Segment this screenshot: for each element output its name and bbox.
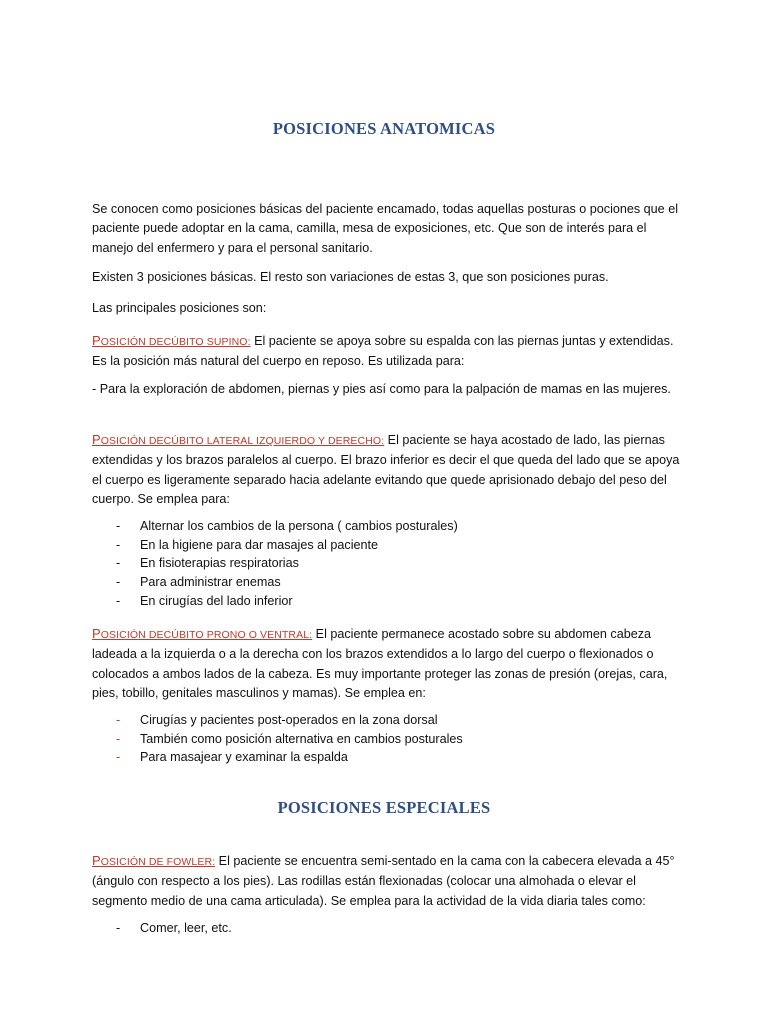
list-item-text: En la higiene para dar masajes al paciente [140, 537, 379, 552]
supine-label [92, 333, 251, 348]
prone-text: El paciente permanece acostado sobre su abdomen cabeza ladeada a la izquierda o a la derecha con los brazos extendidos a lo largo del cuerpo o flexionados o colocados a ambos lados de la cabeza. Es muy importante proteger las zonas de presión (orejas, cara, pies, tobillo, genitales masculinos y mamas). Se emplea en: [92, 627, 668, 700]
section-title-special: POSICIONES ESPECIALES [277, 798, 491, 817]
intro-paragraph: Se conocen como posiciones básicas del paciente encamado, todas aquellas posturas o pociones que el paciente puede adoptar en la cama, camilla, mesa de exposiciones, etc. Que son de interés para el manejo del enfermero y para el personal sanitario. [92, 202, 678, 255]
fowler-paragraph [92, 851, 682, 911]
supine-use-paragraph: - Para la exploración de abdomen, piernas y pies así como para la palpación de mamas en las mujeres. [92, 382, 671, 396]
prone-label-initial: P [92, 626, 101, 641]
fowler-uses-list [92, 919, 682, 938]
basic-positions-paragraph: Existen 3 posiciones básicas. El resto son variaciones de estas 3, que son posiciones puras. [92, 270, 609, 284]
list-item-text: En fisioterapias respiratorias [140, 556, 299, 571]
list-item-text: En cirugías del lado inferior [140, 593, 293, 608]
fowler-label-initial: P [92, 853, 101, 868]
dash-marker: - [116, 519, 121, 533]
supine-text: El paciente se apoya sobre su espalda con las piernas juntas y extendidas. Es la posición más natural del cuerpo en reposo. Es utilizada para: [92, 334, 674, 369]
list-item [92, 919, 682, 938]
supine-paragraph [92, 331, 682, 372]
list-item-text: Para administrar enemas [140, 575, 281, 590]
dash-marker: - [116, 556, 121, 571]
lateral-label [92, 432, 385, 447]
list-item-text: Para masajear y examinar la espalda [140, 750, 348, 765]
list-item-text: Alternar los cambios de la persona ( cambios posturales) [140, 519, 458, 533]
list-item [92, 536, 682, 555]
lateral-uses-list [92, 517, 682, 610]
list-item [92, 573, 682, 592]
list-item [92, 592, 682, 611]
list-item [92, 554, 682, 573]
list-item [92, 517, 682, 536]
list-item-text: Cirugías y pacientes post-operados en la zona dorsal [140, 713, 438, 727]
prone-label-rest: OSICIÓN DECÚBITO PRONO O VENTRAL: [100, 629, 313, 641]
lateral-text: El paciente se haya acostado de lado, las piernas extendidas y los brazos paralelos al cuerpo. El brazo inferior es decir el que queda del lado que se apoya el cuerpo es ligeramente separado hacia adelante evitando que quede aprisionado debajo del peso del cuerpo. Se emplea para: [92, 433, 680, 506]
list-item-text: Comer, leer, etc. [140, 921, 232, 935]
lateral-label-initial: P [92, 432, 101, 447]
supine-label-rest: OSICIÓN DECÚBITO SUPINO: [100, 336, 251, 348]
dash-marker: - [116, 593, 121, 608]
list-item [92, 711, 682, 730]
fowler-label-rest: OSICIÓN DE FOWLER: [100, 856, 216, 868]
main-positions-intro: Las principales posiciones son: [92, 301, 267, 315]
dash-marker: - [116, 537, 121, 552]
lateral-paragraph [92, 430, 682, 509]
page-title: POSICIONES ANATOMICAS [272, 119, 496, 138]
fowler-label [92, 853, 216, 868]
dash-marker: - [116, 750, 121, 765]
dash-marker: - [116, 731, 121, 746]
list-item-text: También como posición alternativa en cambios posturales [140, 731, 463, 746]
dash-marker: - [116, 713, 121, 727]
dash-marker: - [116, 921, 121, 935]
list-item [92, 730, 682, 749]
prone-uses-list [92, 711, 682, 767]
fowler-text: El paciente se encuentra semi-sentado en la cama con la cabecera elevada a 45° (ángulo con respecto a los pies). Las rodillas están flexionadas (colocar una almohada o elevar el segmento medio de una cama articulada). Se emplea para la actividad de la vida diaria tales como: [92, 854, 675, 908]
list-item [92, 748, 682, 767]
prone-label [92, 626, 313, 641]
supine-label-initial: P [92, 333, 101, 348]
prone-paragraph [92, 624, 682, 703]
lateral-label-rest: OSICIÓN DECÚBITO LATERAL IZQUIERDO Y DERECHO: [100, 435, 385, 447]
dash-marker: - [116, 575, 121, 590]
